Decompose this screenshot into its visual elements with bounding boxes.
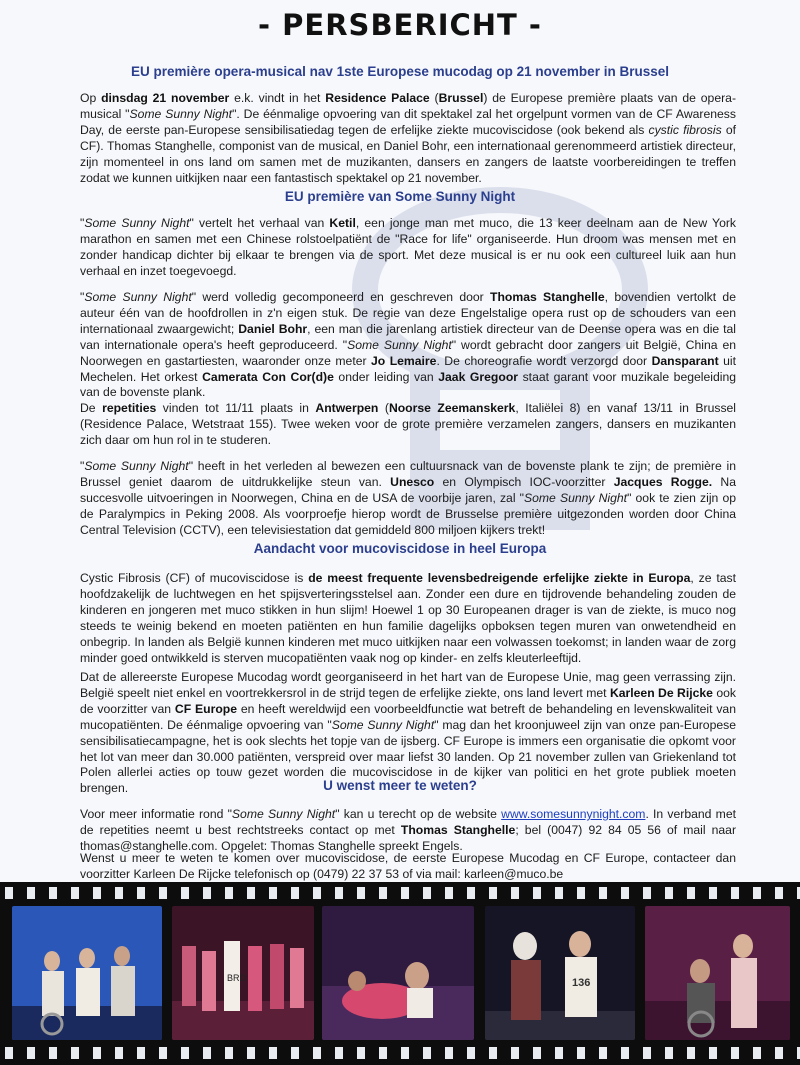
- photo-stage-1: [12, 906, 162, 1040]
- film-strip: [0, 882, 800, 1065]
- film-perforations-bottom: [0, 1047, 800, 1059]
- heading-more-info: U wenst meer te weten?: [323, 778, 477, 793]
- website-link[interactable]: www.somesunnynight.com: [501, 807, 646, 821]
- film-label-136: 136: [572, 977, 591, 989]
- heading-attention-cf: Aandacht voor mucoviscidose in heel Europa: [253, 541, 547, 556]
- film-perforations-top: [0, 887, 800, 899]
- heading-eu-premiere-sunny-night: EU première van Some Sunny Night: [284, 189, 516, 204]
- paragraph-production: "Some Sunny Night" werd volledig gecomponeerd en geschreven door Thomas Stanghelle, bovendien vertolkt de auteur één van de hoofdrollen in z'n eigen stuk. De regie van deze Engelstalige opera rust op de schouders van een internationaal zwaargewicht; Daniel Bohr, een man die jarenlang artistiek directeur van de Deense opera was en die tal van internationale opera's heeft geproduceerd. "Some Sunny Night" wordt gebracht door zangers uit België, China en Noorwegen en gastartiesten, waaronder onze meter Jo Lemaire. De choreografie wordt verzorgd door Dansparant uit Mechelen. Het orkest Camerata Con Cor(d)e onder leiding van Jaak Gregoor staat garant voor muzikale begeleiding van de bovenste plank.: [80, 290, 737, 400]
- paragraph-rehearsals: De repetities vinden tot 11/11 plaats in Antwerpen (Noorse Zeemanskerk, Italiëlei 8) en vanaf 13/11 in Brussel (Residence Palace, Wetstraat 155). Twee weken voor de grote première verzamelen zangers, dansers en muzikanten zich daar om hun rol in te studeren.: [80, 401, 737, 447]
- paragraph-contact-cf: Wenst u meer te weten te komen over mucoviscidose, de eerste Europese Mucodag en CF Europe, contacteer dan voorzitter Karleen De Rijcke telefonisch op (0479) 22 37 53 of via mail: karleen@muco.be: [80, 851, 736, 881]
- photo-stage-3: [322, 906, 474, 1040]
- film-label-brd: BRD: [227, 973, 247, 983]
- paragraph-cystic-fibrosis: Cystic Fibrosis (CF) of mucoviscidose is de meest frequente levensbedreigende erfelijke ziekte in Europa, ze tast hoofdzakelijk de luchtwegen en het spijsverteringsstelsel aan. Zonder een dure en tijdrovende behandeling zouden de kinderen en jongeren met muco stikken in hun slijm! Hoewel 1 op 30 Europeanen drager is van de ziekte, is muco nog steeds te weinig bekend en moeten patiënten en hun familie dagelijks opboksen tegen muren van onwetendheid en onbegrip. In landen als België kunnen kinderen met muco uitkijken naar een volwassen toekomst; in landen waar de zorg minder goed ontwikkeld is sterven mucopatiënten vaak nog op kinder- en zelfs kleuterleeftijd.: [80, 571, 736, 665]
- photo-stage-4: [485, 906, 635, 1040]
- photo-stage-5: [645, 906, 790, 1040]
- page-title: - PERSBERICHT -: [258, 8, 542, 42]
- paragraph-intro: Op dinsdag 21 november e.k. vindt in het Residence Palace (Brussel) de Europese première plaats van de opera-musical "Some Sunny Night". De éénmalige opvoering van dit spektakel zal het orgelpunt vormen van de CF Awareness Day, de eerste pan-Europese sensibilisatiedag tegen de erfelijke ziekte mucoviscidose (ook bekend als cystic fibrosis of CF). Thomas Stanghelle, componist van de musical, en Daniel Bohr, een internationaal gerenommeerd artistiek directeur, zijn momenteel in ons land om samen met de muzikanten, dansers en zangers de laatste voorbereidingen te treffen zodat we kunnen uitkijken naar een fantastisch spektakel op 21 november.: [80, 91, 737, 185]
- photo-stage-2: [172, 906, 314, 1040]
- heading-eu-premiere-opera: EU première opera-musical nav 1ste Europese mucodag op 21 november in Brussel: [131, 64, 669, 79]
- paragraph-mucodag: Dat de allereerste Europese Mucodag wordt georganiseerd in het hart van de Europese Unie, mag geen verrassing zijn. België speelt niet enkel en voortrekkersrol in de strijd tegen de erfelijke ziekte, ons land levert met Karleen De Rijcke ook de voorzitter van CF Europe en heeft wereldwijd een voorbeeldfunctie wat betreft de behandeling en levenskwaliteit van mucopatiënten. De éénmalige opvoering van "Some Sunny Night" mag dan het kroonjuweel zijn van onze pan-Europese sensibilisatiecampagne, het is ook slechts het topje van de ijsberg. CF Europe is immers een organisatie die opkomt voor het lot van meer dan 30.000 patiënten, verspreid over maar liefst 30 landen. Op 21 november zullen van Griekenland tot Polen allerlei acties op touw gezet worden die mucoviscidose in de kijker van politici en het grote publiek moeten brengen.: [80, 670, 737, 796]
- paragraph-contact: Voor meer informatie rond "Some Sunny Night" kan u terecht op de website www.somesunnynight.com. In verband met de repetities neemt u best rechtstreeks contact op met Thomas Stanghelle; bel (0047) 92 84 05 56 of mail naar thomas@stanghelle.com. Opgelet: Thomas Stanghelle spreekt Engels.: [80, 807, 737, 853]
- paragraph-story: "Some Sunny Night" vertelt het verhaal van Ketil, een jonge man met muco, die 13 keer deelnam aan de New York marathon en samen met een Chinese rolstoelpatiënt de "Race for life" organiseerde. Hun droom was mensen met en zonder handicap dichter bij elkaar te brengen via de sport. Met deze musical is er nu ook een cultureel luik aan hun verhaal en inzet toegevoegd.: [80, 216, 737, 278]
- paragraph-reception: "Some Sunny Night" heeft in het verleden al bewezen een cultuursnack van de bovenste plank te zijn; de première in Brussel geniet daarom de uitdrukkelijke steun van. Unesco en Olympisch IOC-voorzitter Jacques Rogge. Na succesvolle uitvoeringen in Noorwegen, China en de USA de voorbije jaren, zal "Some Sunny Night" ook te zien zijn op de Paralympics in Peking 2008. Als voorproefje hierop wordt de Brusselse première uitgezonden worden door China Central Television (CCTV), een televisiestation dat gemiddeld 800 miljoen kijkers trekt!: [80, 459, 737, 537]
